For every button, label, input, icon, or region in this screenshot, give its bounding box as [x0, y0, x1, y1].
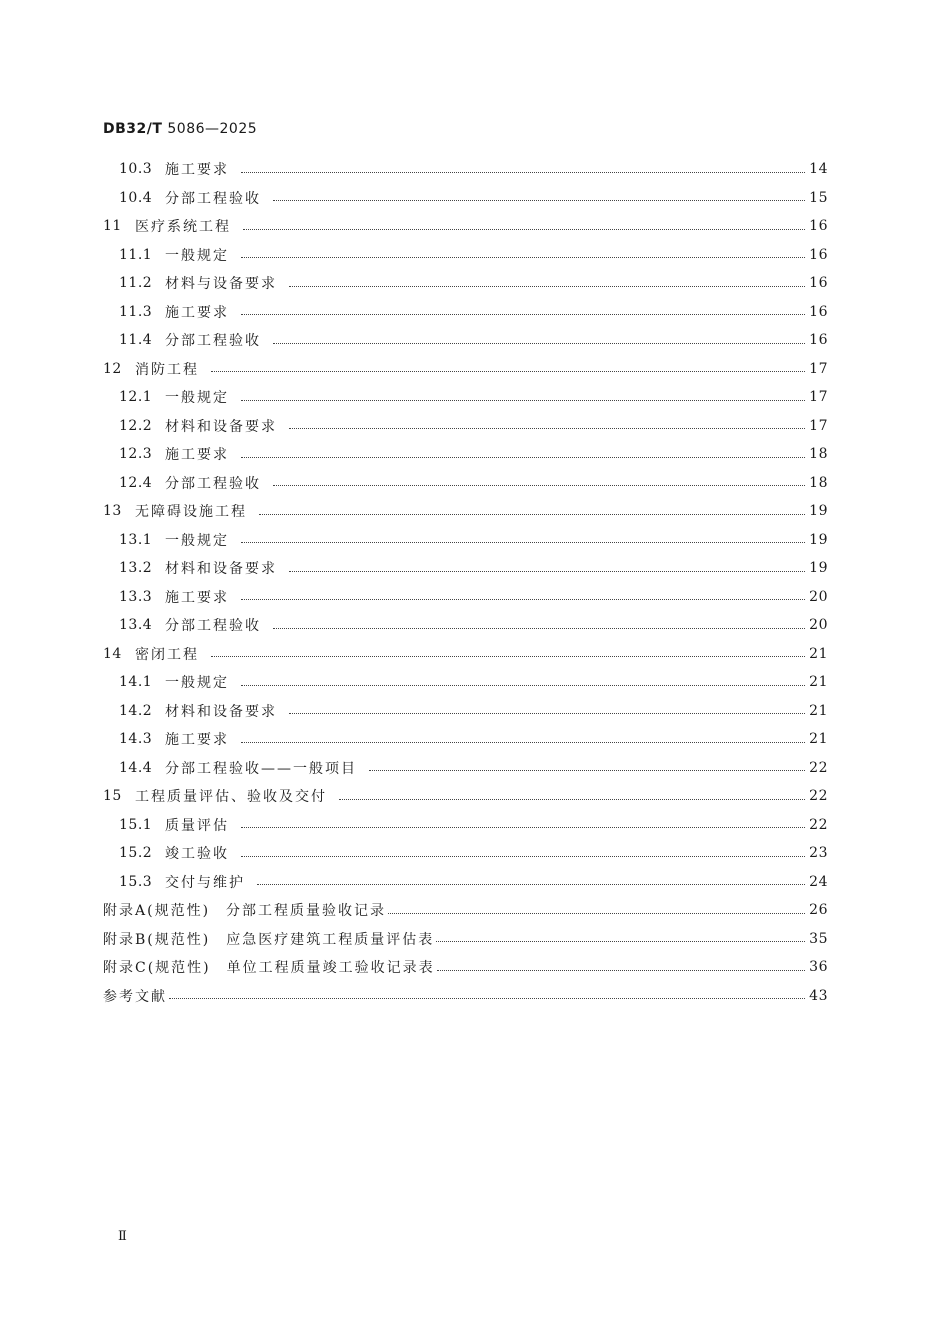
toc-entry-title: 工程质量评估、验收及交付	[135, 789, 327, 806]
toc-entry-number: 13.1	[119, 531, 153, 548]
toc-entry-page: 16	[809, 332, 828, 349]
toc-entry[interactable]	[103, 725, 828, 754]
toc-entry-number: 12	[103, 360, 122, 377]
toc-entry-page: 21	[809, 702, 828, 719]
toc-leader-dots	[273, 343, 805, 344]
toc-entry-number: 11.1	[119, 246, 153, 263]
toc-leader-dots	[241, 257, 805, 258]
toc-entry[interactable]	[103, 839, 828, 868]
toc-entry[interactable]	[103, 212, 828, 241]
toc-entry[interactable]	[103, 640, 828, 669]
toc-entry-title: 一般规定	[165, 390, 229, 407]
toc-entry-page: 18	[809, 474, 828, 491]
toc-leader-dots	[169, 998, 805, 999]
toc-leader-dots	[273, 200, 805, 201]
toc-entry[interactable]	[103, 440, 828, 469]
toc-entry-page: 24	[809, 873, 828, 890]
toc-entry-title: 一般规定	[165, 247, 229, 264]
toc-entry[interactable]	[103, 355, 828, 384]
toc-entry-number: 14.3	[119, 731, 153, 748]
toc-entry-title: 分部工程验收	[165, 333, 261, 350]
toc-entry-number: 11.3	[119, 303, 153, 320]
toc-entry-page: 17	[809, 360, 828, 377]
toc-entry-title: 消防工程	[135, 361, 199, 378]
toc-entry[interactable]	[103, 668, 828, 697]
toc-entry[interactable]	[103, 925, 828, 954]
toc-entry-title: 分部工程验收	[165, 475, 261, 492]
toc-entry-title: 附录A(规范性) 分部工程质量验收记录	[103, 903, 387, 920]
toc-entry-number: 13.3	[119, 588, 153, 605]
toc-entry-title: 施工要求	[165, 304, 229, 321]
toc-entry[interactable]	[103, 782, 828, 811]
toc-entry-title: 附录B(规范性) 应急医疗建筑工程质量评估表	[103, 931, 435, 948]
toc-entry-number: 12.1	[119, 389, 153, 406]
toc-entry-number: 11.2	[119, 275, 153, 292]
toc-leader-dots	[241, 314, 805, 315]
toc-entry-title: 医疗系统工程	[135, 219, 231, 236]
toc-entry[interactable]	[103, 697, 828, 726]
standard-code: 5086—2025	[167, 121, 258, 137]
toc-entry-page: 15	[809, 189, 828, 206]
toc-entry-number: 15.1	[119, 816, 153, 833]
toc-entry[interactable]	[103, 982, 828, 1011]
toc-entry-title: 竣工验收	[165, 846, 229, 863]
toc-entry-title: 参考文献	[103, 988, 167, 1005]
toc-entry[interactable]	[103, 497, 828, 526]
toc-leader-dots	[243, 229, 805, 230]
toc-entry[interactable]	[103, 583, 828, 612]
toc-entry-page: 16	[809, 246, 828, 263]
toc-entry-title: 材料和设备要求	[165, 418, 277, 435]
toc-leader-dots	[241, 172, 805, 173]
toc-entry[interactable]	[103, 269, 828, 298]
toc-leader-dots	[257, 884, 805, 885]
toc-entry-number: 10.3	[119, 161, 153, 178]
toc-leader-dots	[211, 371, 805, 372]
toc-leader-dots	[241, 542, 805, 543]
toc-entry-page: 26	[809, 902, 828, 919]
toc-entry-page: 22	[809, 816, 828, 833]
toc-entry-page: 21	[809, 645, 828, 662]
toc-entry-number: 12.4	[119, 474, 153, 491]
toc-entry-page: 19	[809, 560, 828, 577]
toc-entry[interactable]	[103, 896, 828, 925]
toc-entry-number: 14.2	[119, 702, 153, 719]
toc-entry-page: 16	[809, 303, 828, 320]
toc-entry[interactable]	[103, 383, 828, 412]
toc-entry[interactable]	[103, 298, 828, 327]
toc-entry-page: 14	[809, 161, 828, 178]
toc-entry-page: 18	[809, 446, 828, 463]
toc-entry-number: 13.4	[119, 617, 153, 634]
toc-entry-title: 施工要求	[165, 732, 229, 749]
toc-entry[interactable]	[103, 241, 828, 270]
toc-entry-title: 施工要求	[165, 447, 229, 464]
toc-leader-dots	[241, 685, 805, 686]
toc-entry-number: 10.4	[119, 189, 153, 206]
toc-entry-title: 一般规定	[165, 675, 229, 692]
toc-entry[interactable]	[103, 326, 828, 355]
toc-leader-dots	[289, 428, 805, 429]
toc-leader-dots	[289, 571, 805, 572]
toc-leader-dots	[436, 941, 805, 942]
page-number: Ⅱ	[118, 1229, 127, 1244]
toc-entry[interactable]	[103, 868, 828, 897]
toc-entry-title: 无障碍设施工程	[135, 504, 247, 521]
toc-leader-dots	[241, 599, 805, 600]
toc-leader-dots	[259, 514, 805, 515]
toc-entry-number: 11.4	[119, 332, 153, 349]
toc-entry-number: 13.2	[119, 560, 153, 577]
toc-entry-title: 分部工程验收	[165, 190, 261, 207]
table-of-contents	[103, 155, 828, 1010]
toc-entry-title: 一般规定	[165, 532, 229, 549]
toc-entry-page: 22	[809, 788, 828, 805]
toc-entry-number: 14.4	[119, 759, 153, 776]
toc-entry[interactable]	[103, 754, 828, 783]
toc-leader-dots	[241, 856, 805, 857]
toc-entry-number: 15	[103, 788, 122, 805]
toc-leader-dots	[241, 742, 805, 743]
toc-entry-title: 材料与设备要求	[165, 276, 277, 293]
toc-entry-number: 14.1	[119, 674, 153, 691]
toc-entry-page: 35	[809, 930, 828, 947]
toc-leader-dots	[289, 713, 805, 714]
toc-entry[interactable]	[103, 953, 828, 982]
toc-entry-number: 11	[103, 218, 122, 235]
toc-entry-title: 材料和设备要求	[165, 561, 277, 578]
toc-leader-dots	[273, 485, 805, 486]
toc-entry-page: 36	[809, 959, 828, 976]
toc-entry-title: 分部工程验收	[165, 618, 261, 635]
toc-entry-page: 16	[809, 218, 828, 235]
toc-entry-page: 19	[809, 531, 828, 548]
toc-leader-dots	[241, 457, 805, 458]
document-header	[103, 121, 257, 137]
toc-entry-number: 13	[103, 503, 122, 520]
toc-entry[interactable]	[103, 611, 828, 640]
toc-entry-page: 43	[809, 987, 828, 1004]
toc-entry-number: 12.2	[119, 417, 153, 434]
toc-entry-number: 15.2	[119, 845, 153, 862]
toc-entry-title: 施工要求	[165, 589, 229, 606]
toc-entry-number: 12.3	[119, 446, 153, 463]
toc-entry[interactable]	[103, 469, 828, 498]
toc-entry-title: 附录C(规范性) 单位工程质量竣工验收记录表	[103, 960, 435, 977]
toc-entry-page: 22	[809, 759, 828, 776]
toc-entry[interactable]	[103, 155, 828, 184]
toc-entry-page: 20	[809, 588, 828, 605]
toc-entry-page: 20	[809, 617, 828, 634]
toc-entry[interactable]	[103, 526, 828, 555]
toc-entry-page: 19	[809, 503, 828, 520]
toc-entry-title: 密闭工程	[135, 646, 199, 663]
toc-leader-dots	[369, 770, 805, 771]
toc-entry-page: 23	[809, 845, 828, 862]
toc-entry-page: 21	[809, 674, 828, 691]
toc-entry-page: 21	[809, 731, 828, 748]
toc-entry-page: 17	[809, 417, 828, 434]
standard-prefix: DB32/T	[103, 121, 163, 137]
toc-entry-number: 15.3	[119, 873, 153, 890]
toc-entry-number: 14	[103, 645, 122, 662]
toc-leader-dots	[273, 628, 805, 629]
toc-entry[interactable]	[103, 412, 828, 441]
toc-leader-dots	[339, 799, 805, 800]
toc-leader-dots	[289, 286, 805, 287]
toc-entry-page: 17	[809, 389, 828, 406]
toc-leader-dots	[241, 827, 805, 828]
toc-leader-dots	[241, 400, 805, 401]
toc-entry-page: 16	[809, 275, 828, 292]
toc-entry[interactable]	[103, 184, 828, 213]
toc-leader-dots	[437, 970, 806, 971]
toc-leader-dots	[211, 656, 805, 657]
toc-entry-title: 质量评估	[165, 817, 229, 834]
toc-leader-dots	[388, 913, 805, 914]
toc-entry[interactable]	[103, 554, 828, 583]
toc-entry-title: 交付与维护	[165, 874, 245, 891]
toc-entry-title: 材料和设备要求	[165, 703, 277, 720]
toc-entry-title: 施工要求	[165, 162, 229, 179]
toc-entry[interactable]	[103, 811, 828, 840]
toc-entry-title: 分部工程验收——一般项目	[165, 760, 357, 777]
